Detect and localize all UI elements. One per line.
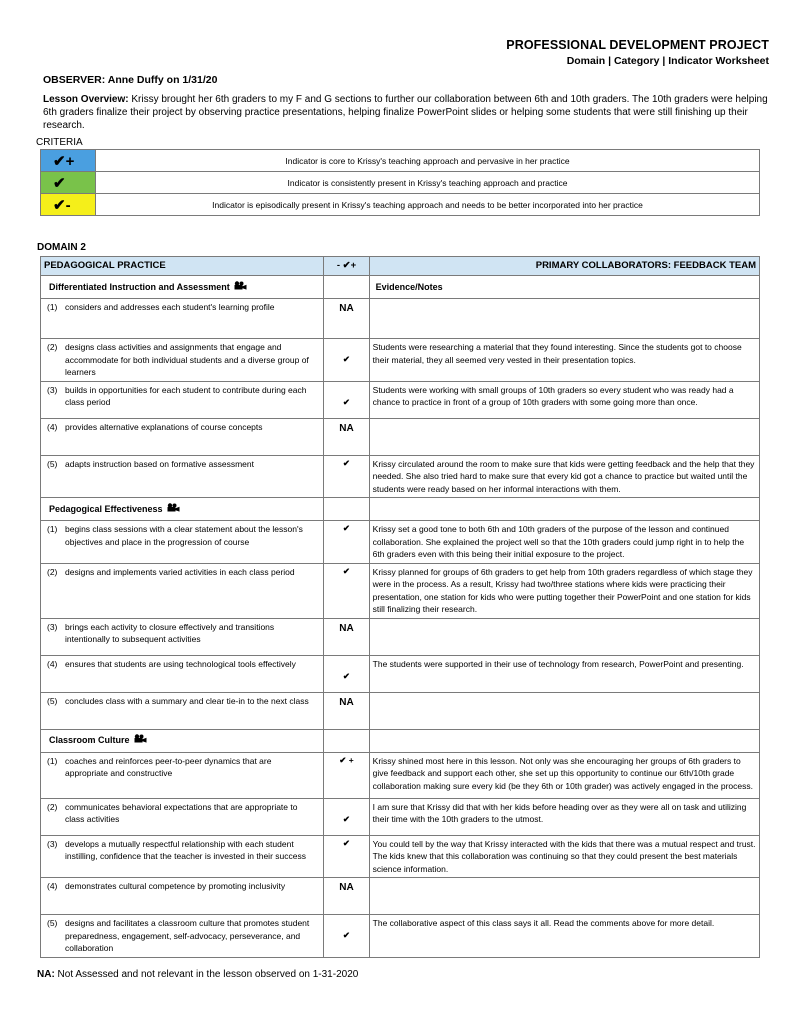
rating-mark: ✔ [324,455,369,498]
indicator-cell [41,692,324,729]
evidence-note [369,878,759,915]
header-collaborators: PRIMARY COLLABORATORS: FEEDBACK TEAM [369,257,759,276]
indicator-number: (2) [47,801,58,812]
rating-mark: ✔ [324,835,369,878]
indicator-text: develops a mutually respectful relationship with each student instilling, confidence that the teacher is invested in their success [65,838,306,861]
criteria-row [41,194,760,216]
rating-mark: NA [324,418,369,455]
footer-text: Not Assessed and not relevant in the lesson observed on 1-31-2020 [54,969,359,980]
criteria-row [41,150,760,172]
indicator-text: builds in opportunities for each student to contribute during each class period [65,384,307,407]
evidence-note: Students were researching a material that they found interesting. Since the students got to choose their material, they all seemed very vested in their presentation topics. [369,339,759,382]
evidence-note: Krissy shined most here in this lesson. Not only was she encouraging her groups of 6th graders to give feedback and support each other, she set up this opportunity to continue our 6th/10th grade collaboration making sure every kid (be they 6th or 10th grader) was actively engaged in the process. [369,752,759,798]
evidence-note [369,299,759,339]
indicator-text: adapts instruction based on formative assessment [65,458,254,469]
indicator-cell [41,915,324,958]
section-rating-cell [324,729,369,752]
criteria-table [40,149,760,216]
rating-mark: ✔ [324,655,369,692]
section-title-cell [41,498,324,521]
indicator-row [41,563,760,618]
indicator-number: (4) [47,881,58,891]
header-rating: - ✔+ [324,257,369,276]
indicator-number: (1) [47,755,58,766]
indicator-cell [41,878,324,915]
indicator-number: (5) [47,695,58,706]
indicator-row [41,418,760,455]
evidence-note [369,692,759,729]
domain-label: DOMAIN 2 [37,242,86,253]
indicator-cell [41,381,324,418]
indicator-number: (3) [47,384,58,395]
indicator-text: ensures that students are using technological tools effectively [65,658,296,669]
indicator-row [41,455,760,498]
indicator-cell [41,798,324,835]
criteria-symbol: ✔+ [41,150,96,172]
indicator-row [41,299,760,339]
indicator-row [41,381,760,418]
indicator-cell [41,835,324,878]
section-rating-cell [324,498,369,521]
section-evidence-cell [369,276,759,299]
observer-line: OBSERVER: Anne Duffy on 1/31/20 [43,74,218,86]
evidence-note [369,618,759,655]
table-header-row [41,257,760,276]
evidence-note: You could tell by the way that Krissy interacted with the kids that there was a mutual respect and trust. The kids knew that this collaboration was continuing so that they could present the best materials science information. [369,835,759,878]
indicator-text: begins class sessions with a clear statement about the lesson's objectives and place in the progression of course [65,524,303,547]
rating-mark: ✔ [324,339,369,382]
indicator-text: designs and implements varied activities in each class period [65,566,295,577]
video-camera-icon [133,734,147,743]
evidence-note: Krissy set a good tone to both 6th and 10th graders of the purpose of the lesson and continued collaboration. She explained the project well so that the 10th graders could jump right in to help the 6th graders even with this being their initial exposure to the project. [369,521,759,564]
criteria-symbol: ✔- [41,194,96,216]
evidence-note: I am sure that Krissy did that with her kids before heading over as they were all on task and utilizing their time with the 10th graders to the utmost. [369,798,759,835]
indicator-cell [41,521,324,564]
indicator-text: designs and facilitates a classroom culture that promotes student preparedness, engagement, self-advocacy, perseverance, and collaboration [65,918,310,953]
rating-mark: ✔ [324,563,369,618]
indicator-cell [41,339,324,382]
indicator-number: (5) [47,918,58,928]
rating-mark: NA [324,618,369,655]
indicator-number: (2) [47,566,58,577]
header-pedagogical-practice: PEDAGOGICAL PRACTICE [41,257,324,276]
video-camera-icon [233,281,247,290]
criteria-symbol: ✔ [41,172,96,194]
indicator-cell [41,455,324,498]
footer-note [37,969,358,980]
indicator-cell [41,618,324,655]
indicator-text: coaches and reinforces peer-to-peer dynamics that are appropriate and constructive [65,755,272,778]
indicator-number: (4) [47,421,58,432]
indicator-table [40,256,760,958]
section-title: Classroom Culture [49,735,130,746]
section-evidence-cell [369,498,759,521]
indicator-row [41,835,760,878]
rating-mark: NA [324,299,369,339]
page-subtitle: Domain | Category | Indicator Worksheet [566,55,769,67]
indicator-cell [41,563,324,618]
rating-mark: NA [324,878,369,915]
indicator-row [41,692,760,729]
indicator-row [41,521,760,564]
indicator-number: (4) [47,658,58,669]
section-title-cell [41,276,324,299]
video-camera-icon [166,503,180,512]
evidence-header: Evidence/Notes [375,281,443,292]
indicator-row [41,915,760,958]
evidence-note [369,418,759,455]
evidence-note: The students were supported in their use of technology from research, PowerPoint and presenting. [369,655,759,692]
indicator-cell [41,752,324,798]
evidence-note: Krissy planned for groups of 6th graders to get help from 10th graders regardless of which stage they were in the process. As a result, Krissy had two/three stations where kids were practicing their presentation, one station for kids who were putting together their PowerPoint and one station for kids still finalizing their research. [369,563,759,618]
indicator-row [41,655,760,692]
evidence-note: Students were working with small groups of 10th graders so every student who was ready had a chance to practice in front of a group of 10th graders with some going more than once. [369,381,759,418]
page-title: PROFESSIONAL DEVELOPMENT PROJECT [506,38,769,52]
evidence-note: The collaborative aspect of this class says it all. Read the comments above for more detail. [369,915,759,958]
indicator-cell [41,418,324,455]
section-rating-cell [324,276,369,299]
indicator-number: (3) [47,838,58,849]
footer-label: NA: [37,969,55,980]
indicator-text: designs class activities and assignments that engage and accommodate for both individual students and a diverse group of learners [65,342,309,377]
indicator-number: (2) [47,342,58,352]
rating-mark: ✔ [324,381,369,418]
rating-mark: NA [324,692,369,729]
rating-mark: ✔ + [324,752,369,798]
indicator-row [41,618,760,655]
section-row [41,729,760,752]
rating-mark: ✔ [324,521,369,564]
indicator-row [41,878,760,915]
overview-label: Lesson Overview: [43,94,129,105]
indicator-number: (3) [47,621,58,632]
section-title: Pedagogical Effectiveness [49,503,163,514]
criteria-label: CRITERIA [36,137,83,148]
indicator-row [41,798,760,835]
section-evidence-cell [369,729,759,752]
section-row [41,498,760,521]
indicator-number: (1) [47,302,58,312]
rating-mark: ✔ [324,798,369,835]
indicator-text: considers and addresses each student's learning profile [65,302,275,312]
overview-text: Krissy brought her 6th graders to my F and G sections to further our collaboration between 6th and 10th graders. The 10th graders were helping 6th graders finalize their project by observing practice presentations, helping finalize PowerPoint slides or helping some students that were still finishing up their research. [43,94,768,131]
indicator-text: demonstrates cultural competence by promoting inclusivity [65,881,286,891]
indicator-number: (1) [47,524,58,534]
indicator-row [41,752,760,798]
indicator-text: concludes class with a summary and clear tie-in to the next class [65,695,309,706]
indicator-text: brings each activity to closure effectively and transitions intentionally to subsequent activities [65,621,275,644]
evidence-note: Krissy circulated around the room to make sure that kids were getting feedback and the help that they needed. She also tried hard to make sure that every kid got a chance to practice but waited until the students were ready based on her informal interactions with them. [369,455,759,498]
criteria-text: Indicator is core to Krissy's teaching approach and pervasive in her practice [96,150,760,172]
lesson-overview [43,93,768,132]
indicator-row [41,339,760,382]
page-title-block [506,38,769,67]
indicator-text: provides alternative explanations of course concepts [65,421,263,432]
criteria-row [41,172,760,194]
section-title: Differentiated Instruction and Assessment [49,281,230,292]
section-title-cell [41,729,324,752]
criteria-text: Indicator is consistently present in Krissy's teaching approach and practice [96,172,760,194]
indicator-cell [41,299,324,339]
indicator-text: communicates behavioral expectations that are appropriate to class activities [65,801,298,824]
indicator-number: (5) [47,458,58,469]
section-row [41,276,760,299]
indicator-cell [41,655,324,692]
rating-mark: ✔ [324,915,369,958]
criteria-text: Indicator is episodically present in Krissy's teaching approach and needs to be better incorporated into her practice [96,194,760,216]
